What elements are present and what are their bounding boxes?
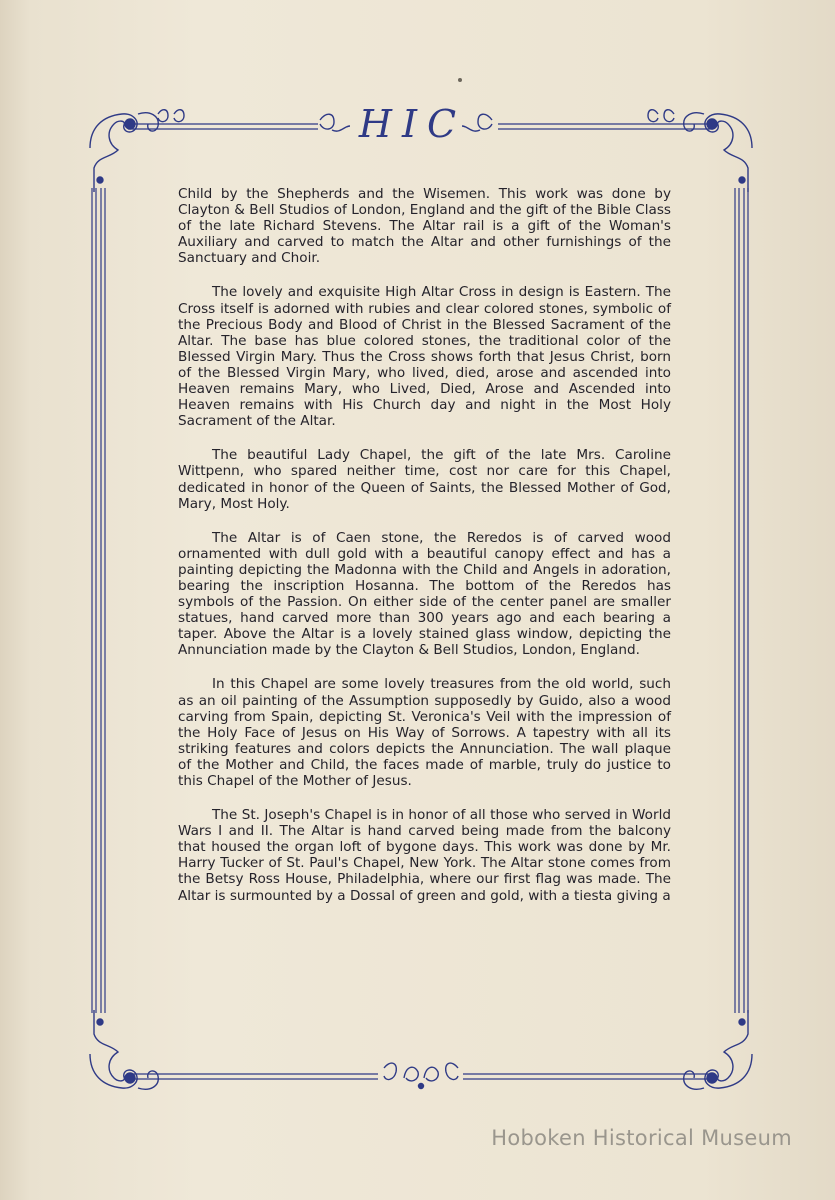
paragraph: The lovely and exquisite High Altar Cross in design is Eastern. The Cross itself is adorned with rubies and clear colored stones, symbolic of the Precious Body and Blood of Christ in the Blessed Sacrament of the Altar. The base has blue colored stones, the traditional color of the Blessed Virgin Mary. Thus the Cross shows forth that Jesus Christ, born of the Blessed Virgin Mary, who lived, died, arose and ascended into Heaven remains Mary, who Lived, Died, Arose and Ascended into Heaven remains with His Church day and night in the Most Holy Sacrament of the Altar. [178,284,671,430]
corner-scroll-ornament [90,113,158,192]
paragraph: The St. Joseph's Chapel is in honor of all those who served in World Wars I and II. The Altar is hand carved being made from the balcony that housed the organ loft of bygone days. This work was done by Mr. Harry Tucker of St. Paul's Chapel, New York. The Altar stone comes from the Betsy Ross House, Philadelphia, where our first flag was made. The Altar is surmounted by a Dossal of green and gold, with a tiesta giving a [178,807,671,904]
paper-speck [458,78,462,82]
watermark: Hoboken Historical Museum [491,1126,792,1150]
body-text [178,186,671,922]
paragraph: In this Chapel are some lovely treasures from the old world, such as an oil painting of the Assumption supposedly by Guido, also a wood carving from Spain, depicting St. Veronica's Veil with the impression of the Holy Face of Jesus on His Way of Sorrows. A tapestry with all its striking features and colors depicts the Annunciation. The wall plaque of the Mother and Child, the faces made of marble, truly do justice to this Chapel of the Mother of Jesus. [178,676,671,789]
paragraph: Child by the Shepherds and the Wisemen. This work was done by Clayton & Bell Studios of London, England and the gift of the Bible Class of the late Richard Stevens. The Altar rail is a gift of the Woman's Auxiliary and carved to match the Altar and other furnishings of the Sanctuary and Choir. [178,186,671,267]
page-title: HIC [358,102,467,146]
paragraph: The Altar is of Caen stone, the Reredos is of carved wood ornamented with dull gold with a beautiful canopy effect and has a painting depicting the Madonna with the Child and Angels in adoration, bearing the inscription Hosanna. The bottom of the Reredos has symbols of the Passion. On either side of the center panel are smaller statues, hand carved more than 300 years ago and each bearing a taper. Above the Altar is a lovely stained glass window, depicting the Annunciation made by the Clayton & Bell Studios, London, England. [178,529,671,659]
paragraph: The beautiful Lady Chapel, the gift of the late Mrs. Caroline Wittpenn, who spared neither time, cost nor care for this Chapel, dedicated in honor of the Queen of Saints, the Blessed Mother of God, Mary, Most Holy. [178,447,671,512]
